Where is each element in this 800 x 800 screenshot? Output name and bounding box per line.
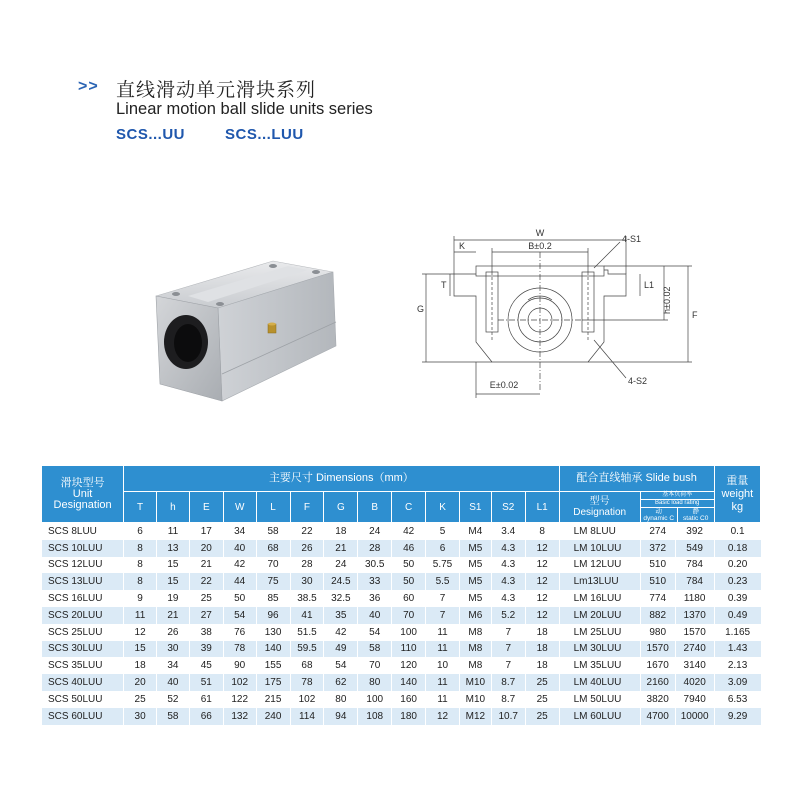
dimension-cell: 51 [189,674,223,691]
static-load-cell: 549 [675,540,714,557]
slide-bush-cell: LM 30LUU [559,641,640,658]
technical-drawing [408,222,708,404]
dimension-cell: 51.5 [290,624,324,641]
dimension-cell: M5 [459,557,491,574]
col-header-g: G [324,492,358,523]
unit-header-en-2: Designation [53,498,112,511]
dimension-cell: 8.7 [491,674,525,691]
dimension-cell: 6 [124,523,157,540]
table-row [42,624,761,641]
slide-bush-cell: LM 8LUU [559,523,640,540]
dimension-cell: 49 [324,641,358,658]
dim-label-f: F [692,310,698,320]
dimension-cell: 180 [392,708,426,725]
dimension-cell: 7 [491,624,525,641]
dimension-cell: 75 [256,573,290,590]
model-series-luu: SCS...LUU [225,126,304,143]
model-header-cn: 型号 [589,496,610,507]
dimension-cell: 59.5 [290,641,324,658]
dimension-cell: 62 [324,674,358,691]
dimension-cell: 25 [124,691,157,708]
dimension-cell: 90 [223,657,256,674]
col-header-static [678,508,714,522]
dimension-cell: 25 [525,708,559,725]
dimension-cell: 45 [189,657,223,674]
dimension-cell: 15 [157,573,190,590]
dim-label-s1: 4-S1 [622,234,642,244]
dimension-cell: 54 [358,624,392,641]
dimension-cell: 215 [256,691,290,708]
load-rating-cn: 基本负荷率 [641,492,714,500]
dimension-cell: 12 [426,708,460,725]
load-rating-en: Basic load rating [641,500,714,508]
dimension-cell: 160 [392,691,426,708]
dim-label-w: W [535,228,545,238]
weight-cell: 1.43 [714,641,760,658]
table-row [42,708,761,725]
dimension-cell: 42 [324,624,358,641]
dimension-cell: 58 [256,523,290,540]
dimension-cell: M10 [459,691,491,708]
dimension-cell: 4.3 [491,590,525,607]
col-header-w: W [223,492,256,523]
page-title-en: Linear motion ball slide units series [116,100,373,118]
dimension-cell: M5 [459,540,491,557]
dynamic-load-cell: 774 [640,590,675,607]
dimension-cell: 175 [256,674,290,691]
dim-label-s2: 4-S2 [628,376,648,386]
dim-label-l1: L1 [644,280,655,290]
dimension-cell: M5 [459,573,491,590]
col-header-l1: L1 [525,492,559,523]
weight-header-en: weight [721,487,754,500]
dimension-cell: 10.7 [491,708,525,725]
weight-cell: 1.165 [714,624,760,641]
dimension-cell: M8 [459,657,491,674]
dimension-cell: M8 [459,624,491,641]
dimension-cell: 122 [223,691,256,708]
dimension-cell: 96 [256,607,290,624]
static-load-cell: 4020 [675,674,714,691]
dimension-cell: 25 [525,674,559,691]
dimension-cell: 80 [324,691,358,708]
dimension-cell: 7 [491,657,525,674]
dimension-cell: 12 [525,540,559,557]
dimension-cell: 12 [525,557,559,574]
dimension-cell: 110 [392,641,426,658]
model-series-uu: SCS...UU [116,126,186,143]
slide-bush-cell: LM 10LUU [559,540,640,557]
dimension-cell: 108 [358,708,392,725]
dimension-cell: 39 [189,641,223,658]
dimensions-header: 主要尺寸 Dimensions（mm） [124,466,559,492]
dimension-cell: 54 [324,657,358,674]
unit-designation-cell: SCS 40LUU [42,674,124,691]
spec-table-wrapper [41,465,761,725]
dynamic-en: dynamic C [643,515,675,522]
dynamic-load-cell: 510 [640,573,675,590]
unit-designation-cell: SCS 35LUU [42,657,124,674]
dimension-cell: 30 [157,641,190,658]
col-header-dynamic [641,508,678,522]
static-load-cell: 7940 [675,691,714,708]
dimension-cell: 22 [189,573,223,590]
dimension-cell: 58 [157,708,190,725]
static-cn: 静 [692,508,699,515]
dimension-cell: 94 [324,708,358,725]
slide-bush-cell: LM 16LUU [559,590,640,607]
weight-cell: 0.1 [714,523,760,540]
dimension-cell: 17 [189,523,223,540]
dimension-cell: 30 [124,708,157,725]
dimension-cell: 100 [392,624,426,641]
dimension-cell: 26 [157,624,190,641]
dimension-cell: 34 [157,657,190,674]
dimension-cell: 21 [189,557,223,574]
weight-cell: 9.29 [714,708,760,725]
weight-cell: 6.53 [714,691,760,708]
unit-designation-cell: SCS 60LUU [42,708,124,725]
dimension-cell: 33 [358,573,392,590]
dimension-cell: 26 [290,540,324,557]
dimension-cell: 70 [358,657,392,674]
static-load-cell: 392 [675,523,714,540]
slide-bush-cell: LM 25LUU [559,624,640,641]
col-header-f: F [290,492,324,523]
dynamic-load-cell: 3820 [640,691,675,708]
dynamic-load-cell: 274 [640,523,675,540]
dimension-cell: M12 [459,708,491,725]
dim-label-g: G [417,304,425,314]
weight-cell: 0.18 [714,540,760,557]
dimension-cell: 20 [124,674,157,691]
static-en: static C0 [683,515,709,522]
col-header-load-rating [640,492,714,523]
dimension-cell: 38.5 [290,590,324,607]
dimension-cell: 68 [290,657,324,674]
dimension-cell: 132 [223,708,256,725]
dimension-cell: 42 [392,523,426,540]
col-header-model [559,492,640,523]
dimension-cell: M8 [459,641,491,658]
dimension-cell: 38 [189,624,223,641]
slide-bush-header: 配合直线轴承 Slide bush [559,466,714,492]
dimension-cell: 8.7 [491,691,525,708]
dynamic-load-cell: 510 [640,557,675,574]
dynamic-load-cell: 1670 [640,657,675,674]
weight-cell: 0.20 [714,557,760,574]
dimension-cell: 78 [290,674,324,691]
table-row [42,573,761,590]
unit-designation-cell: SCS 16LUU [42,590,124,607]
model-header-en: Designation [573,507,627,518]
dimension-cell: 25 [189,590,223,607]
dim-label-t: T [441,280,447,290]
dimension-cell: 8 [124,573,157,590]
slide-bush-cell: LM 50LUU [559,691,640,708]
static-load-cell: 1570 [675,624,714,641]
weight-header-unit: kg [731,500,744,513]
dimension-cell: 32.5 [324,590,358,607]
dynamic-load-cell: 4700 [640,708,675,725]
dimension-cell: 5.2 [491,607,525,624]
dimension-cell: 70 [392,607,426,624]
dimension-cell: 7 [426,607,460,624]
table-row [42,674,761,691]
weight-cell: 0.23 [714,573,760,590]
col-header-h: h [157,492,190,523]
dimension-cell: 9 [124,590,157,607]
dimension-cell: 102 [290,691,324,708]
col-header-k: K [426,492,460,523]
weight-cell: 3.09 [714,674,760,691]
dimension-cell: 40 [223,540,256,557]
slide-bush-cell: Lm13LUU [559,573,640,590]
dimension-cell: 7 [426,590,460,607]
dimension-cell: 155 [256,657,290,674]
dimension-cell: 34 [223,523,256,540]
slide-unit-photo [148,256,358,416]
dim-label-h: h±0.02 [662,286,672,314]
slide-bush-cell: LM 40LUU [559,674,640,691]
dimension-cell: 58 [358,641,392,658]
dimension-cell: 8 [124,540,157,557]
dimension-cell: 30.5 [358,557,392,574]
dynamic-load-cell: 2160 [640,674,675,691]
dimension-cell: 22 [290,523,324,540]
dimension-cell: 5.5 [426,573,460,590]
dimension-cell: 18 [525,624,559,641]
static-load-cell: 3140 [675,657,714,674]
dimension-cell: 18 [324,523,358,540]
col-header-l: L [256,492,290,523]
dimension-cell: 50 [223,590,256,607]
dimension-cell: 11 [157,523,190,540]
dim-label-e: E±0.02 [489,380,519,390]
dimension-cell: 140 [392,674,426,691]
dimension-cell: 35 [324,607,358,624]
slide-bush-cell: LM 60LUU [559,708,640,725]
dimension-cell: 19 [157,590,190,607]
weight-header-cn: 重量 [726,474,749,487]
dimension-cell: M5 [459,590,491,607]
col-header-s2: S2 [491,492,525,523]
dynamic-load-cell: 372 [640,540,675,557]
dimension-cell: 30 [290,573,324,590]
dimension-cell: 12 [124,624,157,641]
dimension-cell: 18 [525,641,559,658]
dimension-cell: 8 [124,557,157,574]
dimension-cell: 4.3 [491,573,525,590]
dimension-cell: 70 [256,557,290,574]
dimension-cell: 44 [223,573,256,590]
dimension-cell: 78 [223,641,256,658]
dimension-cell: 10 [426,657,460,674]
static-load-cell: 1370 [675,607,714,624]
dimension-cell: 18 [124,657,157,674]
table-row [42,557,761,574]
dynamic-cn: 动 [655,508,662,515]
dimension-cell: 5.75 [426,557,460,574]
slide-bush-cell: LM 12LUU [559,557,640,574]
dimension-cell: 11 [426,674,460,691]
dimension-cell: 11 [124,607,157,624]
dimension-cell: 40 [358,607,392,624]
dimension-cell: 120 [392,657,426,674]
dimension-cell: 18 [525,657,559,674]
dynamic-load-cell: 980 [640,624,675,641]
page-title-cn: 直线滑动单元滑块系列 [116,80,317,101]
col-header-s1: S1 [459,492,491,523]
weight-cell: 0.39 [714,590,760,607]
dynamic-load-cell: 1570 [640,641,675,658]
table-row [42,641,761,658]
table-row [42,691,761,708]
unit-designation-header [42,466,124,523]
header-arrows: >> [78,78,99,95]
dimension-cell: 50 [392,573,426,590]
dimension-cell: 11 [426,641,460,658]
unit-designation-cell: SCS 10LUU [42,540,124,557]
dimension-cell: 60 [392,590,426,607]
dimension-cell: 52 [157,691,190,708]
dimension-cell: M6 [459,607,491,624]
unit-header-cn: 滑块型号 [60,476,105,489]
table-row [42,657,761,674]
dimension-cell: 15 [124,641,157,658]
unit-designation-cell: SCS 12LUU [42,557,124,574]
table-row [42,540,761,557]
dimension-cell: 100 [358,691,392,708]
dimension-cell: 42 [223,557,256,574]
spec-table [41,465,761,725]
weight-cell: 0.49 [714,607,760,624]
dimension-cell: 85 [256,590,290,607]
static-load-cell: 784 [675,573,714,590]
dimension-cell: 24.5 [324,573,358,590]
dimension-cell: 50 [392,557,426,574]
dimension-cell: 12 [525,607,559,624]
col-header-c: C [392,492,426,523]
dynamic-load-cell: 882 [640,607,675,624]
dimension-cell: 4.3 [491,540,525,557]
dimension-cell: 3.4 [491,523,525,540]
dimension-cell: 41 [290,607,324,624]
dimension-cell: 21 [324,540,358,557]
table-row [42,523,761,540]
static-load-cell: 2740 [675,641,714,658]
dimension-cell: 46 [392,540,426,557]
table-row [42,607,761,624]
unit-designation-cell: SCS 50LUU [42,691,124,708]
dimension-cell: 8 [525,523,559,540]
unit-header-en-1: Unit [72,487,93,500]
weight-cell: 2.13 [714,657,760,674]
slide-bush-cell: LM 20LUU [559,607,640,624]
dimension-cell: 240 [256,708,290,725]
dimension-cell: 76 [223,624,256,641]
static-load-cell: 1180 [675,590,714,607]
dimension-cell: 130 [256,624,290,641]
dimension-cell: 36 [358,590,392,607]
slide-bush-cell: LM 35LUU [559,657,640,674]
dimension-cell: 80 [358,674,392,691]
unit-designation-cell: SCS 13LUU [42,573,124,590]
col-header-t: T [124,492,157,523]
dimension-cell: 6 [426,540,460,557]
dimension-cell: 24 [358,523,392,540]
dimension-cell: 140 [256,641,290,658]
spec-table-body [42,523,761,725]
static-load-cell: 784 [675,557,714,574]
dimension-cell: 13 [157,540,190,557]
unit-designation-cell: SCS 25LUU [42,624,124,641]
dimension-cell: 4.3 [491,557,525,574]
dimension-cell: M10 [459,674,491,691]
dimension-cell: 11 [426,624,460,641]
dimension-cell: 68 [256,540,290,557]
dimension-cell: 28 [290,557,324,574]
dimension-cell: 114 [290,708,324,725]
dimension-cell: 54 [223,607,256,624]
static-load-cell: 10000 [675,708,714,725]
table-row [42,590,761,607]
dim-label-k: K [458,241,466,251]
dimension-cell: 28 [358,540,392,557]
dimension-cell: 11 [426,691,460,708]
unit-designation-cell: SCS 30LUU [42,641,124,658]
dimension-cell: 25 [525,691,559,708]
dimension-cell: 102 [223,674,256,691]
dimension-cell: 20 [189,540,223,557]
dimension-cell: 40 [157,674,190,691]
dimension-cell: 12 [525,590,559,607]
col-header-e: E [189,492,223,523]
dimension-cell: 27 [189,607,223,624]
dimension-cell: 24 [324,557,358,574]
dimension-cell: 15 [157,557,190,574]
unit-designation-cell: SCS 8LUU [42,523,124,540]
weight-header [714,466,760,523]
dimension-cell: 21 [157,607,190,624]
dimension-cell: 12 [525,573,559,590]
dimension-cell: M4 [459,523,491,540]
dim-label-b: B±0.2 [528,241,552,251]
dimension-cell: 61 [189,691,223,708]
dimension-cell: 66 [189,708,223,725]
dimension-cell: 7 [491,641,525,658]
unit-designation-cell: SCS 20LUU [42,607,124,624]
col-header-b: B [358,492,392,523]
dimension-cell: 5 [426,523,460,540]
